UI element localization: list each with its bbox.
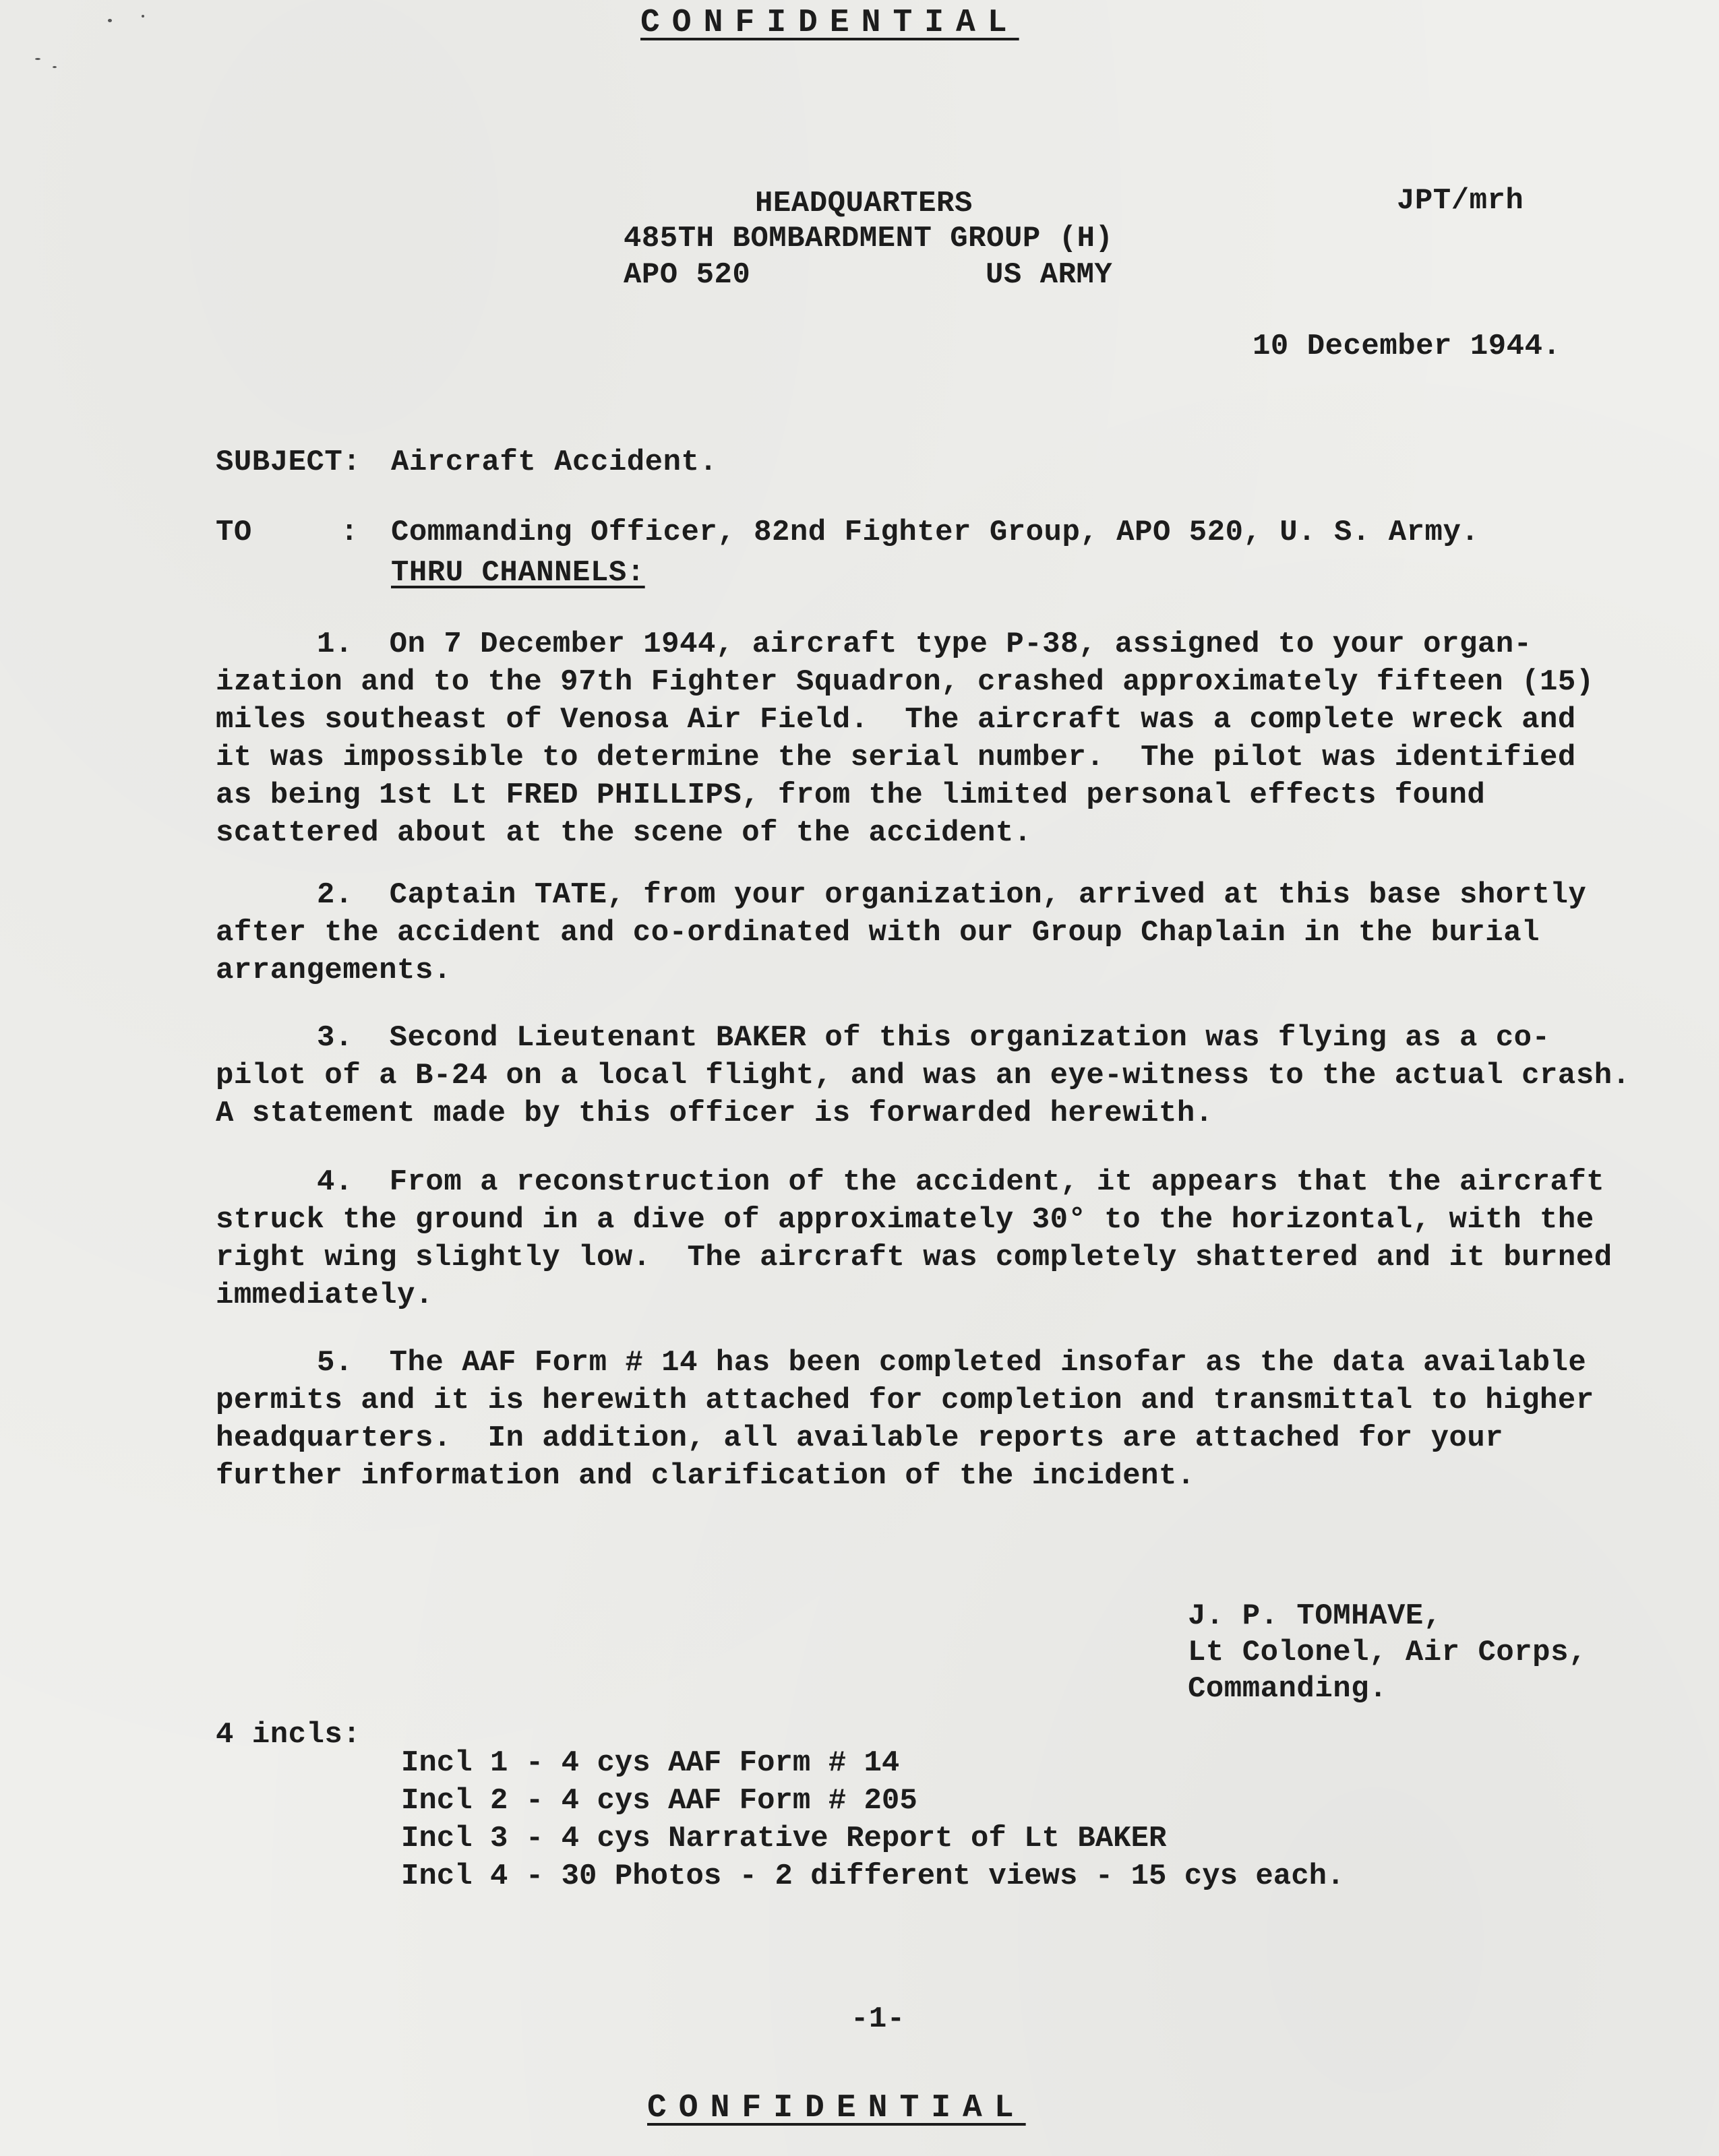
paragraph-line: headquarters. In addition, all available reports are attached for your	[216, 1421, 1504, 1455]
signature-title: Commanding.	[1188, 1672, 1387, 1706]
scan-speck	[53, 66, 57, 68]
paragraph-line: 2. Captain TATE, from your organization, arrived at this base shortly	[317, 878, 1587, 912]
paragraph-line: right wing slightly low. The aircraft was completely shattered and it burned	[216, 1241, 1612, 1274]
inclosure-item: Incl 4 - 30 Photos - 2 different views - 15 cys each.	[401, 1859, 1345, 1893]
letterhead-headquarters: HEADQUARTERS	[755, 187, 973, 220]
letter-date: 10 December 1944.	[1253, 330, 1561, 363]
paragraph-4	[216, 1163, 1618, 1314]
paragraph-line: 5. The AAF Form # 14 has been completed insofar as the data available	[317, 1346, 1587, 1380]
inclosures-label: 4 incls:	[216, 1718, 361, 1752]
paragraph-line: arrangements.	[216, 954, 452, 987]
scan-speck	[142, 15, 144, 18]
inclosures-list	[401, 1744, 1344, 1895]
paragraph-line: it was impossible to determine the serial number. The pilot was identified	[216, 741, 1576, 774]
paragraph-line: 4. From a reconstruction of the accident, it appears that the aircraft	[317, 1165, 1605, 1199]
paragraph-line: miles southeast of Venosa Air Field. The aircraft was a complete wreck and	[216, 703, 1576, 737]
letterhead-apo: APO 520	[624, 258, 751, 292]
inclosure-item: Incl 1 - 4 cys AAF Form # 14	[401, 1746, 900, 1780]
thru-channels: THRU CHANNELS:	[391, 556, 645, 590]
paragraph-line: struck the ground in a dive of approximately 30° to the horizontal, with the	[216, 1203, 1594, 1237]
inclosure-item: Incl 2 - 4 cys AAF Form # 205	[401, 1784, 917, 1818]
paragraph-line: ization and to the 97th Fighter Squadron, crashed approximately fifteen (15)	[216, 665, 1594, 699]
paragraph-line: immediately.	[216, 1279, 433, 1312]
paragraph-line: 3. Second Lieutenant BAKER of this organization was flying as a co-	[317, 1021, 1550, 1055]
paragraph-1	[216, 625, 1618, 852]
paragraph-line: after the accident and co-ordinated with our Group Chaplain in the burial	[216, 916, 1540, 950]
paragraph-2	[216, 876, 1618, 989]
paragraph-3	[216, 1019, 1631, 1132]
to-label: TO	[216, 516, 252, 549]
subject-text: Aircraft Accident.	[391, 445, 718, 479]
paragraph-line: permits and it is herewith attached for completion and transmittal to higher	[216, 1384, 1594, 1417]
reference-initials: JPT/mrh	[1397, 184, 1524, 218]
to-addressee: Commanding Officer, 82nd Fighter Group, APO 520, U. S. Army.	[391, 516, 1480, 549]
scan-speck	[35, 58, 40, 60]
subject-label: SUBJECT:	[216, 445, 361, 479]
letterhead-army: US ARMY	[986, 258, 1113, 292]
to-colon: :	[340, 516, 359, 549]
inclosure-item: Incl 3 - 4 cys Narrative Report of Lt BAKER	[401, 1822, 1167, 1855]
classification-top: CONFIDENTIAL	[640, 5, 1019, 41]
paragraph-5	[216, 1344, 1618, 1495]
paragraph-line: scattered about at the scene of the accident.	[216, 816, 1032, 850]
paragraph-line: A statement made by this officer is forwarded herewith.	[216, 1097, 1213, 1130]
scan-speck	[108, 19, 112, 22]
paragraph-line: 1. On 7 December 1944, aircraft type P-38, assigned to your organ-	[317, 627, 1532, 661]
paragraph-line: further information and clarification of the incident.	[216, 1459, 1195, 1493]
letterhead-group: 485TH BOMBARDMENT GROUP (H)	[624, 222, 1114, 255]
paragraph-line: as being 1st Lt FRED PHILLIPS, from the limited personal effects found	[216, 778, 1486, 812]
paragraph-line: pilot of a B-24 on a local flight, and was an eye-witness to the actual crash.	[216, 1059, 1631, 1092]
signature-name: J. P. TOMHAVE,	[1188, 1599, 1442, 1633]
signature-rank: Lt Colonel, Air Corps,	[1188, 1636, 1587, 1669]
classification-bottom: CONFIDENTIAL	[647, 2090, 1026, 2126]
page-number: -1-	[851, 2002, 905, 2036]
